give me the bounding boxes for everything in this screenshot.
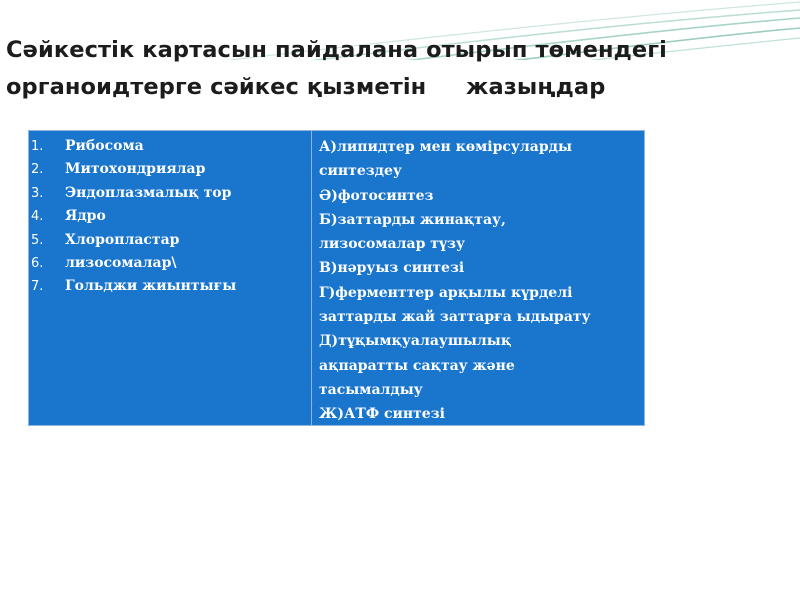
function-line: А)липидтер мен көмірсуларды	[319, 139, 572, 155]
organelle-name: Митохондриялар	[65, 161, 206, 178]
functions-column	[312, 131, 644, 425]
list-item	[29, 158, 311, 181]
function-line: ақпаратты сақтау және	[319, 357, 515, 374]
function-line: тасымалдыу	[319, 381, 423, 398]
function-line: синтездеу	[319, 163, 402, 180]
function-line: Б)заттарды жинақтау,	[319, 211, 506, 228]
organelle-name: Гольджи жиынтығы	[65, 278, 237, 295]
function-line: Г)ферменттер арқылы күрделі	[319, 284, 573, 301]
item-number: 4.	[31, 209, 44, 225]
list-item	[29, 205, 311, 228]
organelle-name: Рибосома	[65, 138, 144, 154]
organelle-name: Эндоплазмалық тор	[65, 184, 232, 201]
list-item	[29, 275, 311, 298]
title-line-2: органоидтерге сәйкес қызметін жазыңдар	[6, 74, 606, 100]
item-number: 7.	[31, 279, 44, 295]
matching-table	[28, 130, 645, 426]
list-item	[29, 135, 311, 158]
function-line: заттарды жай заттарға ыдырату	[319, 309, 591, 326]
item-number: 2.	[31, 162, 44, 178]
list-item	[29, 229, 311, 252]
function-line: Ж)АТФ синтезі	[319, 406, 445, 423]
item-number: 3.	[31, 185, 44, 201]
item-number: 6.	[31, 255, 44, 271]
item-number: 1.	[31, 139, 44, 154]
functions-list	[319, 135, 644, 427]
title-line-1: Сәйкестік картасын пайдалана отырып төмендегі	[6, 37, 667, 63]
function-line: Ә)фотосинтез	[319, 187, 434, 204]
organelles-list	[29, 135, 311, 299]
organelles-column	[29, 131, 312, 425]
list-item	[29, 252, 311, 275]
organelle-name: Ядро	[65, 208, 106, 225]
organelle-name: лизосомалар\	[65, 254, 177, 271]
function-line: В)нәруыз синтезі	[319, 260, 465, 277]
function-line: Д)тұқымқуалаушылық	[319, 333, 512, 350]
list-item	[29, 182, 311, 205]
function-line: лизосомалар түзу	[319, 236, 465, 253]
item-number: 5.	[31, 232, 44, 248]
page-title	[6, 32, 796, 106]
organelle-name: Хлоропластар	[65, 231, 180, 248]
